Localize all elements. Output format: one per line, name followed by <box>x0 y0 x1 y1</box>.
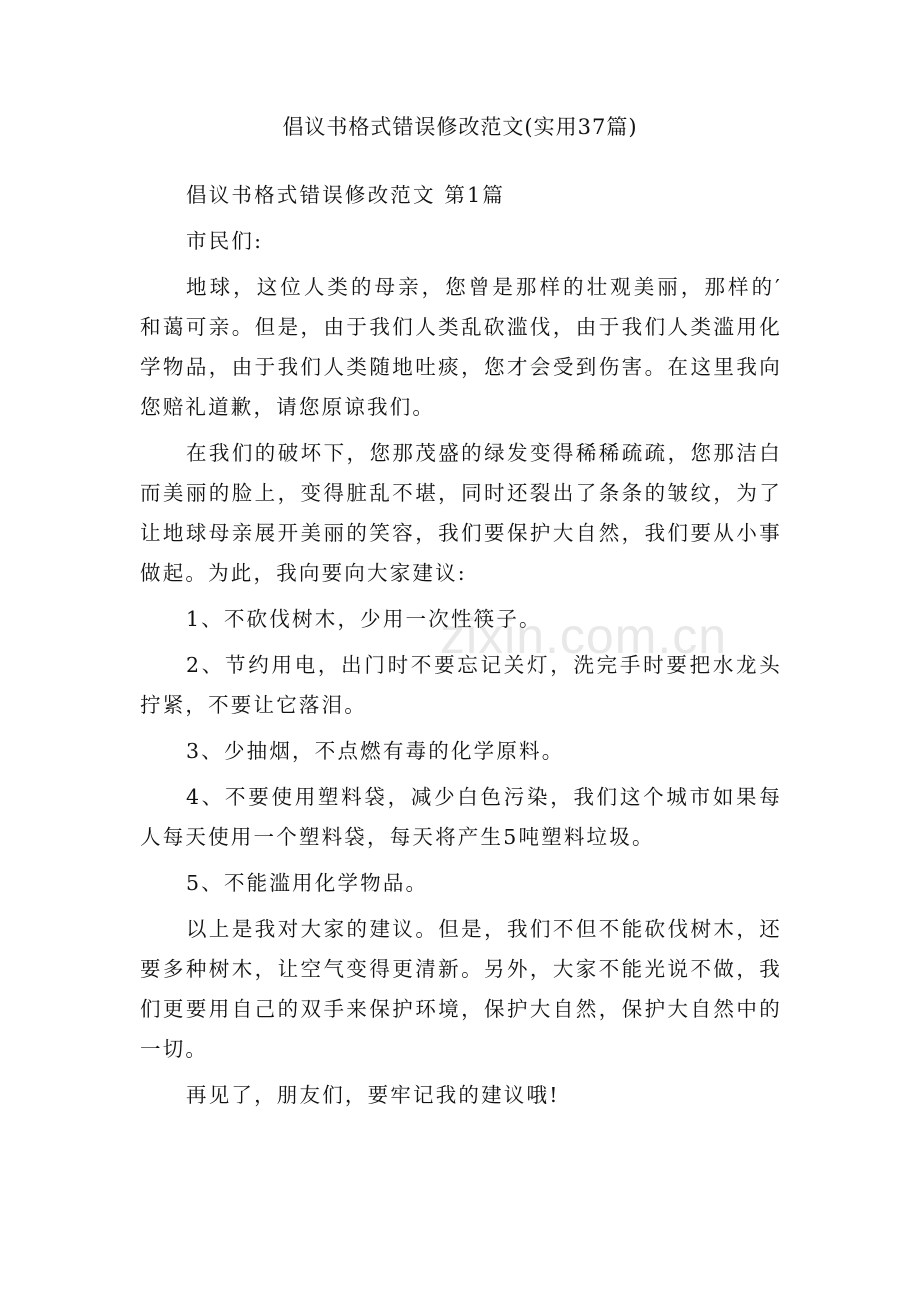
paragraph-conclusion: 以上是我对大家的建议。但是，我们不但不能砍伐树木，还要多种树木，让空气变得更清新。另外，大家不能光说不做，我们更要用自己的双手来保护环境，保护大自然，保护大自然中的一切。 <box>140 917 782 1061</box>
suggestion-item-5: 5、不能滥用化学物品。 <box>186 871 429 895</box>
document-title: 倡议书格式错误修改范文(实用37篇) <box>282 115 638 139</box>
salutation: 市民们: <box>186 229 264 253</box>
suggestion-item-4: 4、不要使用塑料袋，减少白色污染，我们这个城市如果每人每天使用一个塑料袋，每天将产生5吨塑料垃圾。 <box>140 785 782 849</box>
suggestion-item-2: 2、节约用电，出门时不要忘记关灯，洗完手时要把水龙头拧紧，不要让它落泪。 <box>140 653 782 717</box>
suggestion-item-3: 3、少抽烟，不点燃有毒的化学原料。 <box>186 739 565 763</box>
paragraph-earth-apology: 地球，这位人类的母亲，您曾是那样的壮观美丽，那样的′和蔼可亲。但是，由于我们人类乱砍滥伐，由于我们人类滥用化学物品，由于我们人类随地吐痰，您才会受到伤害。在这里我向您赔礼道歉，请您原谅我们。 <box>140 275 782 419</box>
paragraph-farewell: 再见了，朋友们，要牢记我的建议哦! <box>186 1083 560 1107</box>
section-heading: 倡议书格式错误修改范文 第1篇 <box>186 183 506 207</box>
paragraph-damage: 在我们的破坏下，您那茂盛的绿发变得稀稀疏疏，您那洁白而美丽的脸上，变得脏乱不堪，同时还裂出了条条的皱纹，为了让地球母亲展开美丽的笑容，我们要保护大自然，我们要从小事做起。为此，我向要向大家建议: <box>140 441 782 585</box>
document-body <box>140 175 782 1121</box>
suggestion-item-1: 1、不砍伐树木，少用一次性筷子。 <box>186 607 542 631</box>
watermark: zixin.com.cn <box>440 608 728 664</box>
